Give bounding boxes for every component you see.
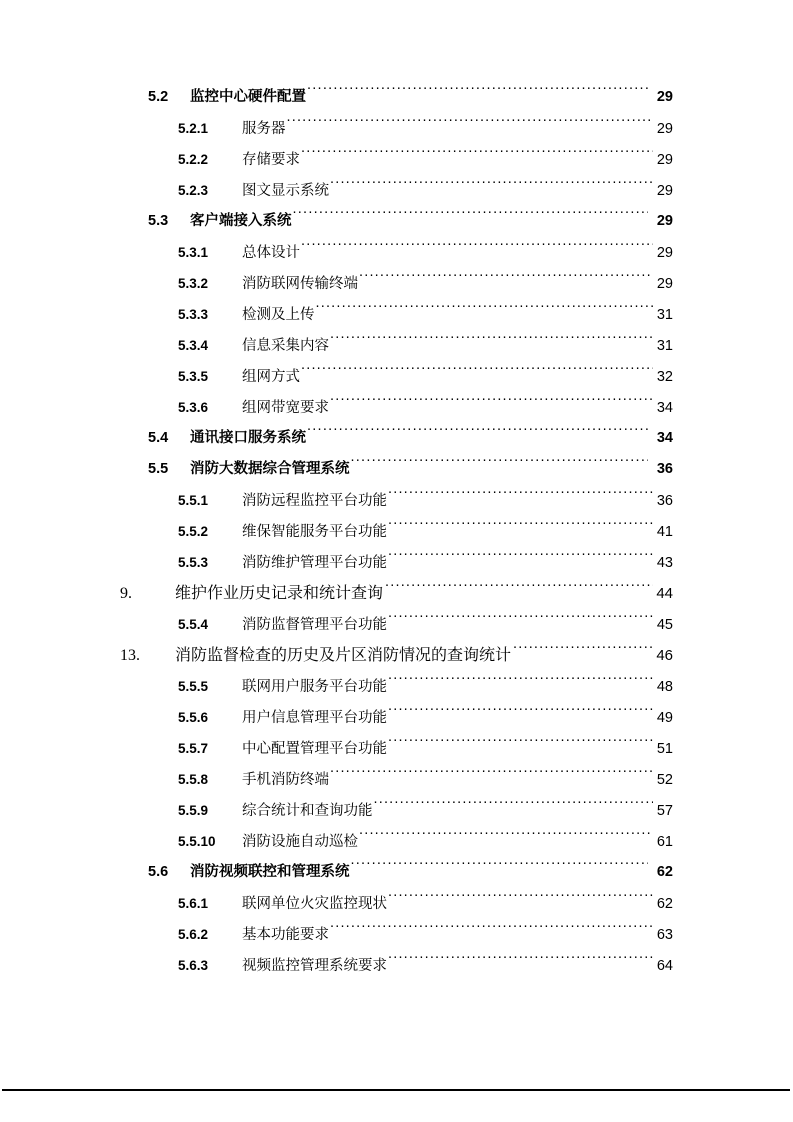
toc-entry-page-number: 64: [656, 958, 673, 974]
toc-entry-title: 通讯接口服务系统: [190, 430, 306, 446]
toc-entry-page-number: 31: [656, 307, 673, 323]
toc-entry-page-number: 31: [656, 338, 673, 354]
toc-entry-list: [0, 82, 793, 981]
toc-entry-page-number: 46: [656, 647, 673, 664]
toc-entry-number: 5.3.1: [178, 245, 209, 260]
toc-entry-title: 基本功能要求: [242, 927, 329, 943]
toc-dot-leader: [301, 150, 653, 165]
toc-entry-page-number: 34: [656, 400, 673, 416]
toc-entry-number: 5.5: [148, 461, 169, 477]
toc-entry-title: 监控中心硬件配置: [190, 89, 306, 105]
toc-entry-title: 信息采集内容: [242, 338, 329, 354]
toc-entry[interactable]: [0, 578, 793, 609]
toc-entry-number: 5.2.1: [178, 121, 209, 136]
toc-entry-number: 5.4: [148, 430, 169, 446]
toc-entry-number: 13.: [120, 647, 140, 664]
toc-entry-number: 5.2.2: [178, 152, 209, 167]
toc-entry[interactable]: [0, 175, 793, 206]
toc-dot-leader: [330, 925, 653, 940]
toc-entry-number: 5.3.4: [178, 338, 209, 353]
toc-entry-title: 组网带宽要求: [242, 400, 329, 416]
toc-entry-title: 用户信息管理平台功能: [242, 710, 387, 726]
toc-dot-leader: [330, 398, 653, 413]
toc-entry[interactable]: [0, 237, 793, 268]
toc-dot-leader: [388, 739, 653, 754]
toc-entry-number: 5.6.3: [178, 958, 209, 973]
toc-dot-leader: [388, 677, 653, 692]
toc-entry-page-number: 36: [656, 461, 673, 477]
toc-entry-number: 5.5.10: [178, 834, 216, 849]
toc-entry[interactable]: [0, 826, 793, 857]
toc-entry-page-number: 62: [656, 896, 673, 912]
toc-dot-leader: [301, 243, 653, 258]
toc-entry[interactable]: [0, 919, 793, 950]
toc-entry-page-number: 36: [656, 493, 673, 509]
toc-entry-page-number: 51: [656, 741, 673, 757]
toc-dot-leader: [359, 832, 653, 847]
toc-dot-leader: [513, 644, 653, 660]
toc-entry-number: 5.5.9: [178, 803, 209, 818]
toc-entry-number: 5.6.2: [178, 927, 209, 942]
toc-entry-title: 总体设计: [242, 245, 300, 261]
toc-entry-title: 维保智能服务平台功能: [242, 524, 387, 540]
toc-entry-page-number: 29: [656, 245, 673, 261]
toc-entry-number: 5.3: [148, 213, 169, 229]
toc-entry-number: 5.5.3: [178, 555, 209, 570]
toc-dot-leader: [307, 428, 648, 443]
toc-entry[interactable]: [0, 423, 793, 454]
toc-entry[interactable]: [0, 82, 793, 113]
toc-dot-leader: [385, 582, 653, 598]
toc-entry[interactable]: [0, 330, 793, 361]
toc-entry[interactable]: [0, 702, 793, 733]
toc-dot-leader: [388, 956, 653, 971]
toc-dot-leader: [316, 305, 654, 320]
toc-entry-number: 5.3.6: [178, 400, 209, 415]
toc-entry-number: 5.5.7: [178, 741, 209, 756]
toc-entry-page-number: 45: [656, 617, 673, 633]
toc-entry-number: 9.: [120, 585, 132, 602]
toc-entry-page-number: 29: [656, 183, 673, 199]
footer-separator-rule: [2, 1089, 790, 1091]
toc-dot-leader: [293, 211, 649, 226]
toc-entry-number: 5.3.2: [178, 276, 209, 291]
toc-entry[interactable]: [0, 547, 793, 578]
toc-entry[interactable]: [0, 857, 793, 888]
toc-entry-number: 5.5.6: [178, 710, 209, 725]
toc-entry[interactable]: [0, 392, 793, 423]
toc-dot-leader: [301, 367, 653, 382]
toc-entry-page-number: 29: [656, 276, 673, 292]
toc-entry-title: 消防联网传输终端: [242, 276, 358, 292]
toc-entry[interactable]: [0, 454, 793, 485]
toc-dot-leader: [388, 894, 653, 909]
toc-dot-leader: [351, 459, 649, 474]
toc-entry[interactable]: [0, 485, 793, 516]
toc-entry-number: 5.6: [148, 864, 169, 880]
toc-dot-leader: [330, 336, 653, 351]
toc-entry-number: 5.5.1: [178, 493, 209, 508]
toc-entry-title: 维护作业历史记录和统计查询: [175, 585, 384, 602]
toc-entry-number: 5.2.3: [178, 183, 209, 198]
toc-entry-page-number: 29: [656, 121, 673, 137]
toc-entry-number: 5.5.5: [178, 679, 209, 694]
toc-entry[interactable]: [0, 888, 793, 919]
toc-entry-page-number: 41: [656, 524, 673, 540]
toc-entry-page-number: 44: [656, 585, 673, 602]
toc-dot-leader: [330, 181, 653, 196]
toc-entry-title: 视频监控管理系统要求: [242, 958, 387, 974]
toc-entry-number: 5.5.8: [178, 772, 209, 787]
toc-entry-number: 5.2: [148, 89, 169, 105]
toc-entry-title: 综合统计和查询功能: [242, 803, 373, 819]
toc-entry-title: 消防视频联控和管理系统: [190, 864, 350, 880]
toc-entry-title: 消防大数据综合管理系统: [190, 461, 350, 477]
toc-entry-title: 手机消防终端: [242, 772, 329, 788]
toc-entry-number: 5.5.4: [178, 617, 209, 632]
toc-entry[interactable]: [0, 950, 793, 981]
toc-entry[interactable]: [0, 516, 793, 547]
toc-entry-title: 图文显示系统: [242, 183, 329, 199]
toc-dot-leader: [388, 491, 653, 506]
toc-entry[interactable]: [0, 764, 793, 795]
toc-entry-page-number: 43: [656, 555, 673, 571]
toc-entry-page-number: 48: [656, 679, 673, 695]
toc-entry-title: 消防远程监控平台功能: [242, 493, 387, 509]
toc-entry[interactable]: [0, 361, 793, 392]
toc-entry-title: 中心配置管理平台功能: [242, 741, 387, 757]
toc-entry[interactable]: [0, 671, 793, 702]
toc-entry-page-number: 49: [656, 710, 673, 726]
toc-dot-leader: [287, 119, 654, 134]
toc-entry-title: 组网方式: [242, 369, 300, 385]
toc-entry-title: 服务器: [242, 121, 286, 137]
toc-entry-title: 联网用户服务平台功能: [242, 679, 387, 695]
toc-entry[interactable]: [0, 113, 793, 144]
toc-dot-leader: [374, 801, 654, 816]
toc-dot-leader: [388, 553, 653, 568]
toc-entry-number: 5.6.1: [178, 896, 209, 911]
toc-entry-page-number: 62: [656, 864, 673, 880]
toc-entry-page-number: 61: [656, 834, 673, 850]
toc-dot-leader: [388, 708, 653, 723]
toc-entry[interactable]: [0, 206, 793, 237]
toc-entry-title: 消防监督管理平台功能: [242, 617, 387, 633]
toc-entry-page-number: 29: [656, 89, 673, 105]
toc-entry-title: 客户端接入系统: [190, 213, 292, 229]
toc-entry-page-number: 34: [656, 430, 673, 446]
toc-entry-number: 5.3.3: [178, 307, 209, 322]
toc-entry-page-number: 32: [656, 369, 673, 385]
toc-entry[interactable]: [0, 268, 793, 299]
toc-entry[interactable]: [0, 299, 793, 330]
toc-entry-title: 消防维护管理平台功能: [242, 555, 387, 571]
toc-entry[interactable]: [0, 795, 793, 826]
toc-entry-page-number: 52: [656, 772, 673, 788]
toc-dot-leader: [330, 770, 653, 785]
toc-entry-page-number: 29: [656, 213, 673, 229]
toc-dot-leader: [307, 87, 648, 102]
toc-entry-page-number: 63: [656, 927, 673, 943]
toc-dot-leader: [351, 862, 649, 877]
toc-entry[interactable]: [0, 640, 793, 671]
toc-entry[interactable]: [0, 609, 793, 640]
toc-dot-leader: [359, 274, 653, 289]
toc-entry-title: 消防设施自动巡检: [242, 834, 358, 850]
toc-entry-number: 5.5.2: [178, 524, 209, 539]
toc-entry[interactable]: [0, 144, 793, 175]
toc-entry-page-number: 57: [656, 803, 673, 819]
toc-entry-number: 5.3.5: [178, 369, 209, 384]
toc-entry-title: 联网单位火灾监控现状: [242, 896, 387, 912]
toc-entry-page-number: 29: [656, 152, 673, 168]
toc-entry-title: 检测及上传: [242, 307, 315, 323]
toc-dot-leader: [388, 615, 653, 630]
toc-entry-title: 存储要求: [242, 152, 300, 168]
toc-entry[interactable]: [0, 733, 793, 764]
toc-dot-leader: [388, 522, 653, 537]
toc-entry-title: 消防监督检查的历史及片区消防情况的查询统计: [175, 647, 512, 664]
